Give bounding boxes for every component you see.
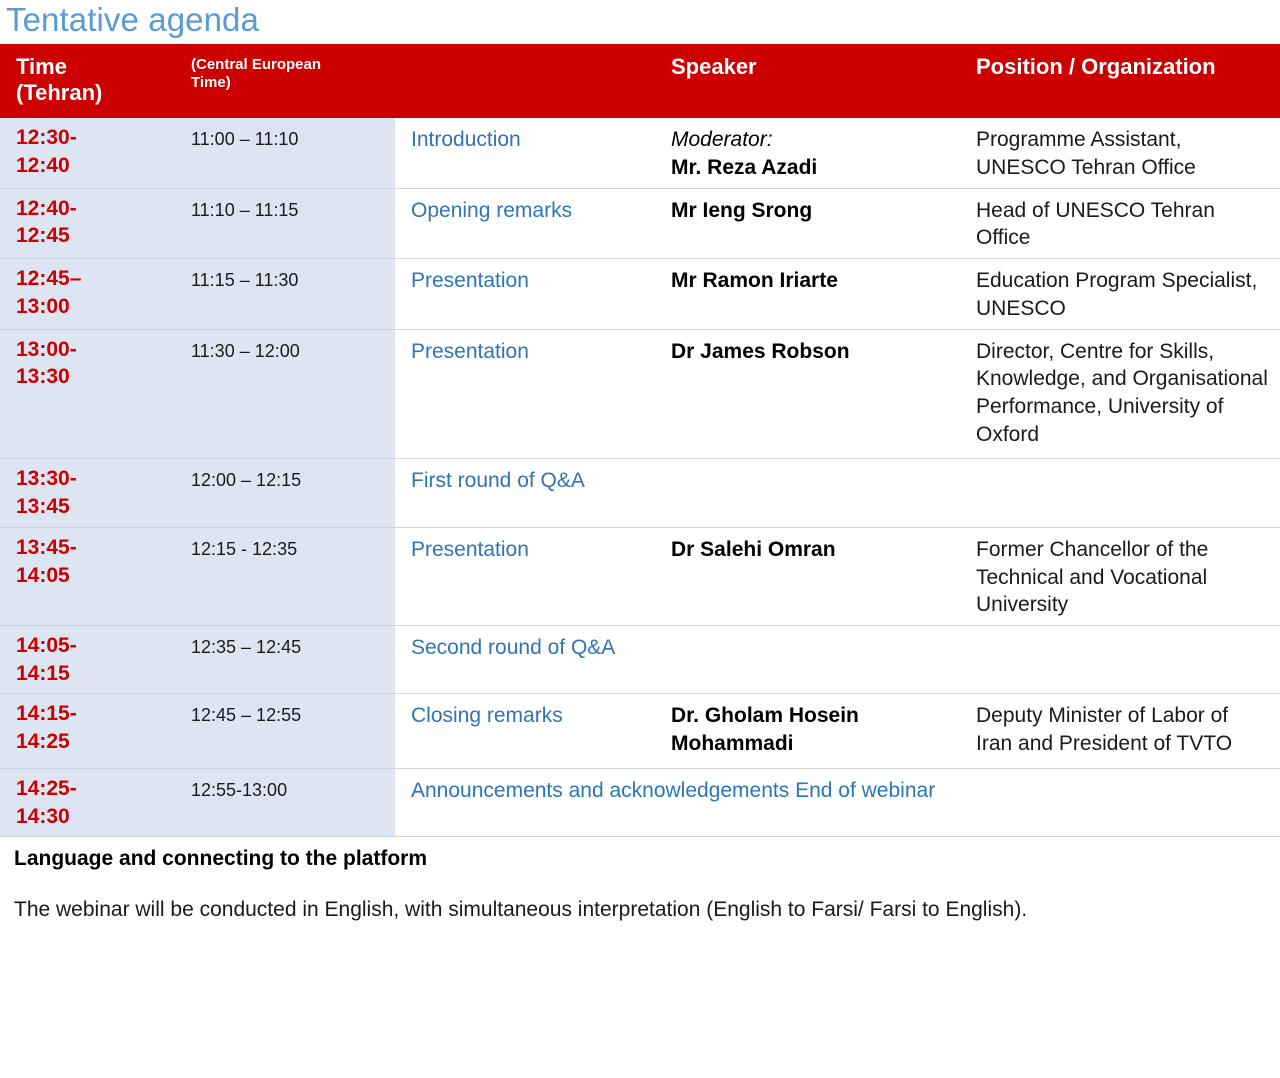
column-header-position: Position / Organization <box>960 44 1280 118</box>
cell-time <box>0 694 175 768</box>
cell-time-line1: 13:45- <box>16 535 77 559</box>
column-header-cet <box>175 44 395 118</box>
cell-time <box>0 768 175 836</box>
cell-position: Director, Centre for Skills, Knowledge, and Organisational Performance, University of Oxford <box>960 329 1280 459</box>
cell-time-line2: 14:15 <box>16 661 70 685</box>
cell-time-line1: 12:40- <box>16 196 77 220</box>
cell-position: Former Chancellor of the Technical and Vocational University <box>960 527 1280 625</box>
cell-time <box>0 118 175 188</box>
cell-speaker: Mr Ramon Iriarte <box>655 259 960 329</box>
cell-time-line1: 12:45– <box>16 267 82 291</box>
cell-item: First round of Q&A <box>395 459 1280 527</box>
column-header-time-line2: (Tehran) <box>16 80 103 106</box>
cell-cet: 12:55-13:00 <box>175 768 395 836</box>
column-header-cet-line2: Time) <box>191 73 231 91</box>
table-header <box>0 44 1280 118</box>
column-header-time <box>0 44 175 118</box>
table-row <box>0 259 1280 329</box>
cell-item: Opening remarks <box>395 188 655 258</box>
cell-item: Closing remarks <box>395 694 655 768</box>
cell-cet: 11:30 – 12:00 <box>175 329 395 459</box>
cell-time <box>0 329 175 459</box>
table-row <box>0 527 1280 625</box>
cell-cet: 11:10 – 11:15 <box>175 188 395 258</box>
cell-time-line2: 14:05 <box>16 563 70 587</box>
cell-time-line1: 14:25- <box>16 776 77 800</box>
column-header-time-line1: Time <box>16 54 67 80</box>
table-row <box>0 694 1280 768</box>
cell-item: Introduction <box>395 118 655 188</box>
footer-body: The webinar will be conducted in English, with simultaneous interpretation (English to Farsi/ Farsi to English). <box>14 897 1028 921</box>
table-row <box>0 768 1280 836</box>
table-row <box>0 625 1280 693</box>
cell-time-line2: 13:45 <box>16 495 70 519</box>
cell-time-line2: 14:25 <box>16 730 70 754</box>
cell-cet: 11:00 – 11:10 <box>175 118 395 188</box>
cell-time <box>0 527 175 625</box>
table-header-row <box>0 44 1280 118</box>
cell-cet: 12:15 - 12:35 <box>175 527 395 625</box>
agenda-table <box>0 44 1280 837</box>
cell-time <box>0 625 175 693</box>
cell-time-line2: 14:30 <box>16 804 70 828</box>
cell-speaker: Mr Ieng Srong <box>655 188 960 258</box>
cell-item-line1: Announcements and acknowledgements <box>411 778 790 802</box>
cell-speaker: Dr James Robson <box>655 329 960 459</box>
cell-time-line1: 13:30- <box>16 467 77 491</box>
cell-speaker: Dr Salehi Omran <box>655 527 960 625</box>
footer-heading: Language and connecting to the platform <box>14 847 428 871</box>
cell-time <box>0 259 175 329</box>
cell-item: Second round of Q&A <box>395 625 1280 693</box>
cell-position: Education Program Specialist, UNESCO <box>960 259 1280 329</box>
cell-position: Head of UNESCO Tehran Office <box>960 188 1280 258</box>
cell-item-line2: End of webinar <box>795 778 936 802</box>
cell-cet: 12:00 – 12:15 <box>175 459 395 527</box>
cell-time-line2: 13:00 <box>16 294 70 318</box>
cell-position: Programme Assistant, UNESCO Tehran Office <box>960 118 1280 188</box>
cell-item: Presentation <box>395 527 655 625</box>
column-header-cet-line1: (Central European <box>191 56 322 74</box>
cell-item: Presentation <box>395 329 655 459</box>
cell-speaker <box>655 118 960 188</box>
cell-item <box>395 768 1280 836</box>
column-header-speaker: Speaker <box>655 44 960 118</box>
cell-time <box>0 459 175 527</box>
table-body <box>0 118 1280 837</box>
cell-time-line1: 12:30- <box>16 126 77 150</box>
table-row <box>0 188 1280 258</box>
cell-speaker-role: Moderator: <box>671 128 773 152</box>
cell-speaker: Dr. Gholam Hosein Mohammadi <box>655 694 960 768</box>
cell-cet: 12:45 – 12:55 <box>175 694 395 768</box>
cell-time-line1: 14:15- <box>16 702 77 726</box>
table-row <box>0 118 1280 188</box>
cell-speaker-name: Mr. Reza Azadi <box>671 155 818 179</box>
cell-position: Deputy Minister of Labor of Iran and President of TVTO <box>960 694 1280 768</box>
cell-time-line2: 13:30 <box>16 365 70 389</box>
cell-time-line1: 13:00- <box>16 337 77 361</box>
cell-time-line1: 14:05- <box>16 633 77 657</box>
page-title: Tentative agenda <box>6 1 259 38</box>
cell-time-line2: 12:40 <box>16 153 70 177</box>
cell-time-line2: 12:45 <box>16 224 70 248</box>
cell-cet: 11:15 – 11:30 <box>175 259 395 329</box>
column-header-item <box>395 44 655 118</box>
table-row <box>0 459 1280 527</box>
cell-cet: 12:35 – 12:45 <box>175 625 395 693</box>
table-row <box>0 329 1280 459</box>
cell-time <box>0 188 175 258</box>
cell-item: Presentation <box>395 259 655 329</box>
